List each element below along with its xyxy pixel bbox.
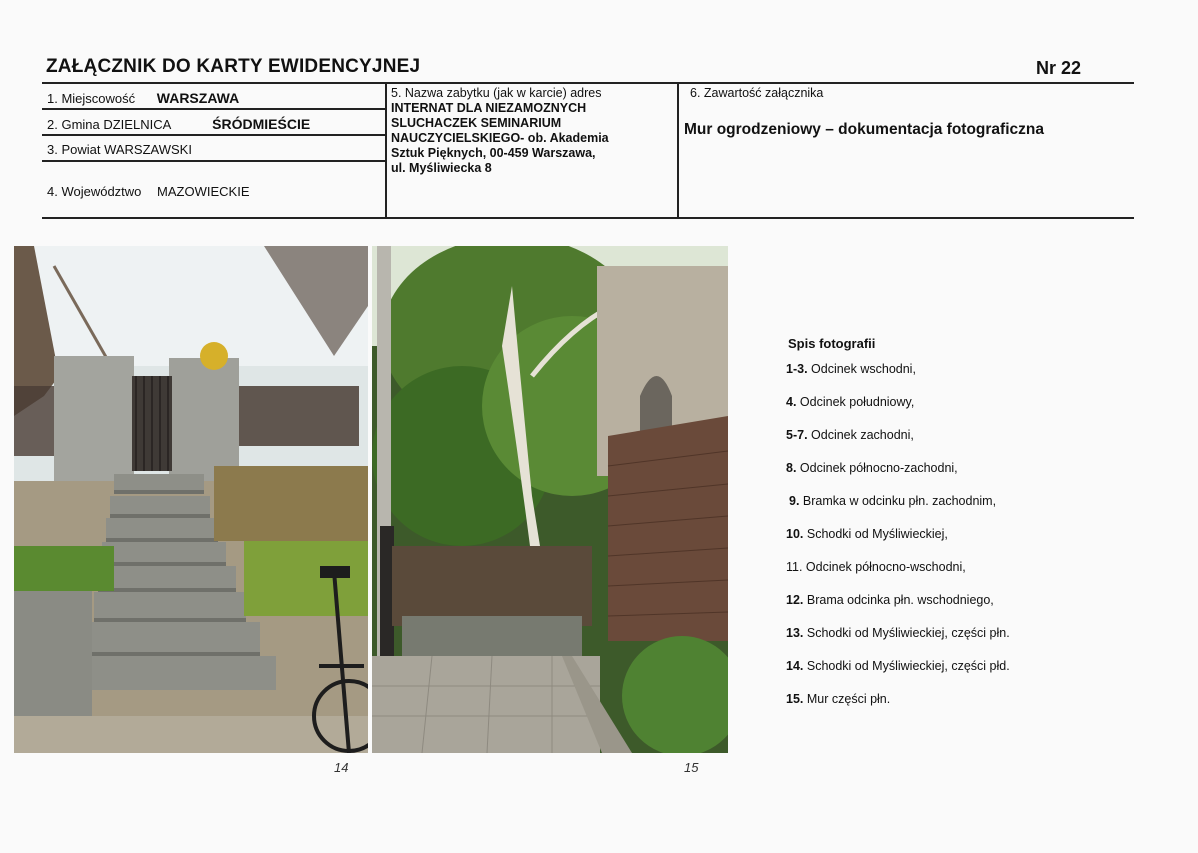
field-nazwa-line-4: Sztuk Pięknych, 00-459 Warszawa, [391, 146, 596, 160]
list-item-num: 1-3. [786, 362, 808, 376]
list-item-text: Schodki od Myśliwieckiej, części płn. [803, 626, 1010, 640]
field-nazwa [391, 86, 676, 176]
list-item [786, 560, 1010, 593]
list-item-num: 8. [786, 461, 797, 475]
list-item-num: 15. [786, 692, 804, 706]
list-item [786, 362, 1010, 395]
list-item-text: Bramka w odcinku płn. zachodnim, [799, 494, 997, 508]
field-powiat [47, 142, 192, 157]
list-item-num: 13. [786, 626, 804, 640]
field-miejscowosc-value: WARSZAWA [156, 90, 240, 106]
field-nazwa-label: 5. Nazwa zabytku (jak w karcie) adres [391, 86, 602, 100]
row-divider-1 [42, 108, 385, 110]
field-nazwa-line-2: SLUCHACZEK SEMINARIUM [391, 116, 562, 130]
list-item [786, 593, 1010, 626]
column-divider-2 [677, 83, 679, 218]
field-wojewodztwo [47, 184, 250, 199]
field-gmina-label: 2. Gmina DZIELNICA [47, 117, 171, 132]
photo-15-image [372, 246, 728, 753]
field-zawartosc-label: 6. Zawartość załącznika [690, 86, 824, 100]
field-miejscowosc-label: 1. Miejscowość [47, 91, 136, 106]
photo-14 [14, 246, 368, 753]
field-powiat-text: 3. Powiat WARSZAWSKI [47, 142, 192, 157]
list-item [786, 659, 1010, 692]
column-divider-1 [385, 83, 387, 218]
list-item-text: 11. Odcinek północno-wschodni, [786, 560, 966, 574]
list-item-num: 5-7. [786, 428, 808, 442]
field-nazwa-line-3: NAUCZYCIELSKIEGO- ob. Akademia [391, 131, 609, 145]
list-item-text: Odcinek północno-zachodni, [796, 461, 958, 475]
list-item [786, 692, 1010, 725]
field-miejscowosc [47, 90, 239, 106]
header-top-rule [42, 82, 1134, 84]
list-item-text: Brama odcinka płn. wschodniego, [803, 593, 994, 607]
list-item-num: 14. [786, 659, 804, 673]
photo-15-caption: 15 [684, 760, 699, 775]
field-nazwa-line-1: INTERNAT DLA NIEZAMOZNYCH [391, 101, 587, 115]
list-item-num: 9. [789, 494, 800, 508]
list-item-text: Schodki od Myśliwieckiej, [803, 527, 948, 541]
field-gmina [47, 116, 310, 132]
field-gmina-value: ŚRÓDMIEŚCIE [212, 116, 311, 132]
photo-list [786, 362, 1010, 725]
list-item-text: Odcinek zachodni, [807, 428, 914, 442]
photo-14-image [14, 246, 368, 753]
list-item-text: Schodki od Myśliwieckiej, części płd. [803, 659, 1010, 673]
list-item [786, 527, 1010, 560]
list-item-num: 4. [786, 395, 797, 409]
photo-list-title: Spis fotografii [788, 336, 876, 351]
list-item-text: Odcinek wschodni, [807, 362, 916, 376]
field-zawartosc-value: Mur ogrodzeniowy – dokumentacja fotograficzna [684, 121, 1044, 138]
row-divider-3 [42, 160, 385, 162]
field-wojewodztwo-value: MAZOWIECKIE [157, 184, 250, 199]
list-item [786, 428, 1010, 461]
document-number: Nr 22 [1036, 58, 1082, 78]
header-bottom-rule [42, 217, 1134, 219]
list-item [786, 395, 1010, 428]
list-item-text: Mur części płn. [803, 692, 891, 706]
list-item [786, 626, 1010, 659]
list-item-num: 12. [786, 593, 804, 607]
photo-14-caption: 14 [334, 760, 349, 775]
document-title: ZAŁĄCZNIK DO KARTY EWIDENCYJNEJ [46, 56, 421, 77]
row-divider-2 [42, 134, 385, 136]
field-wojewodztwo-label: 4. Województwo [47, 184, 142, 199]
list-item [786, 461, 1010, 494]
photo-15 [372, 246, 728, 753]
field-nazwa-line-5: ul. Myśliwiecka 8 [391, 161, 492, 175]
list-item-num: 10. [786, 527, 804, 541]
list-item-text: Odcinek południowy, [796, 395, 915, 409]
list-item [786, 494, 1010, 527]
